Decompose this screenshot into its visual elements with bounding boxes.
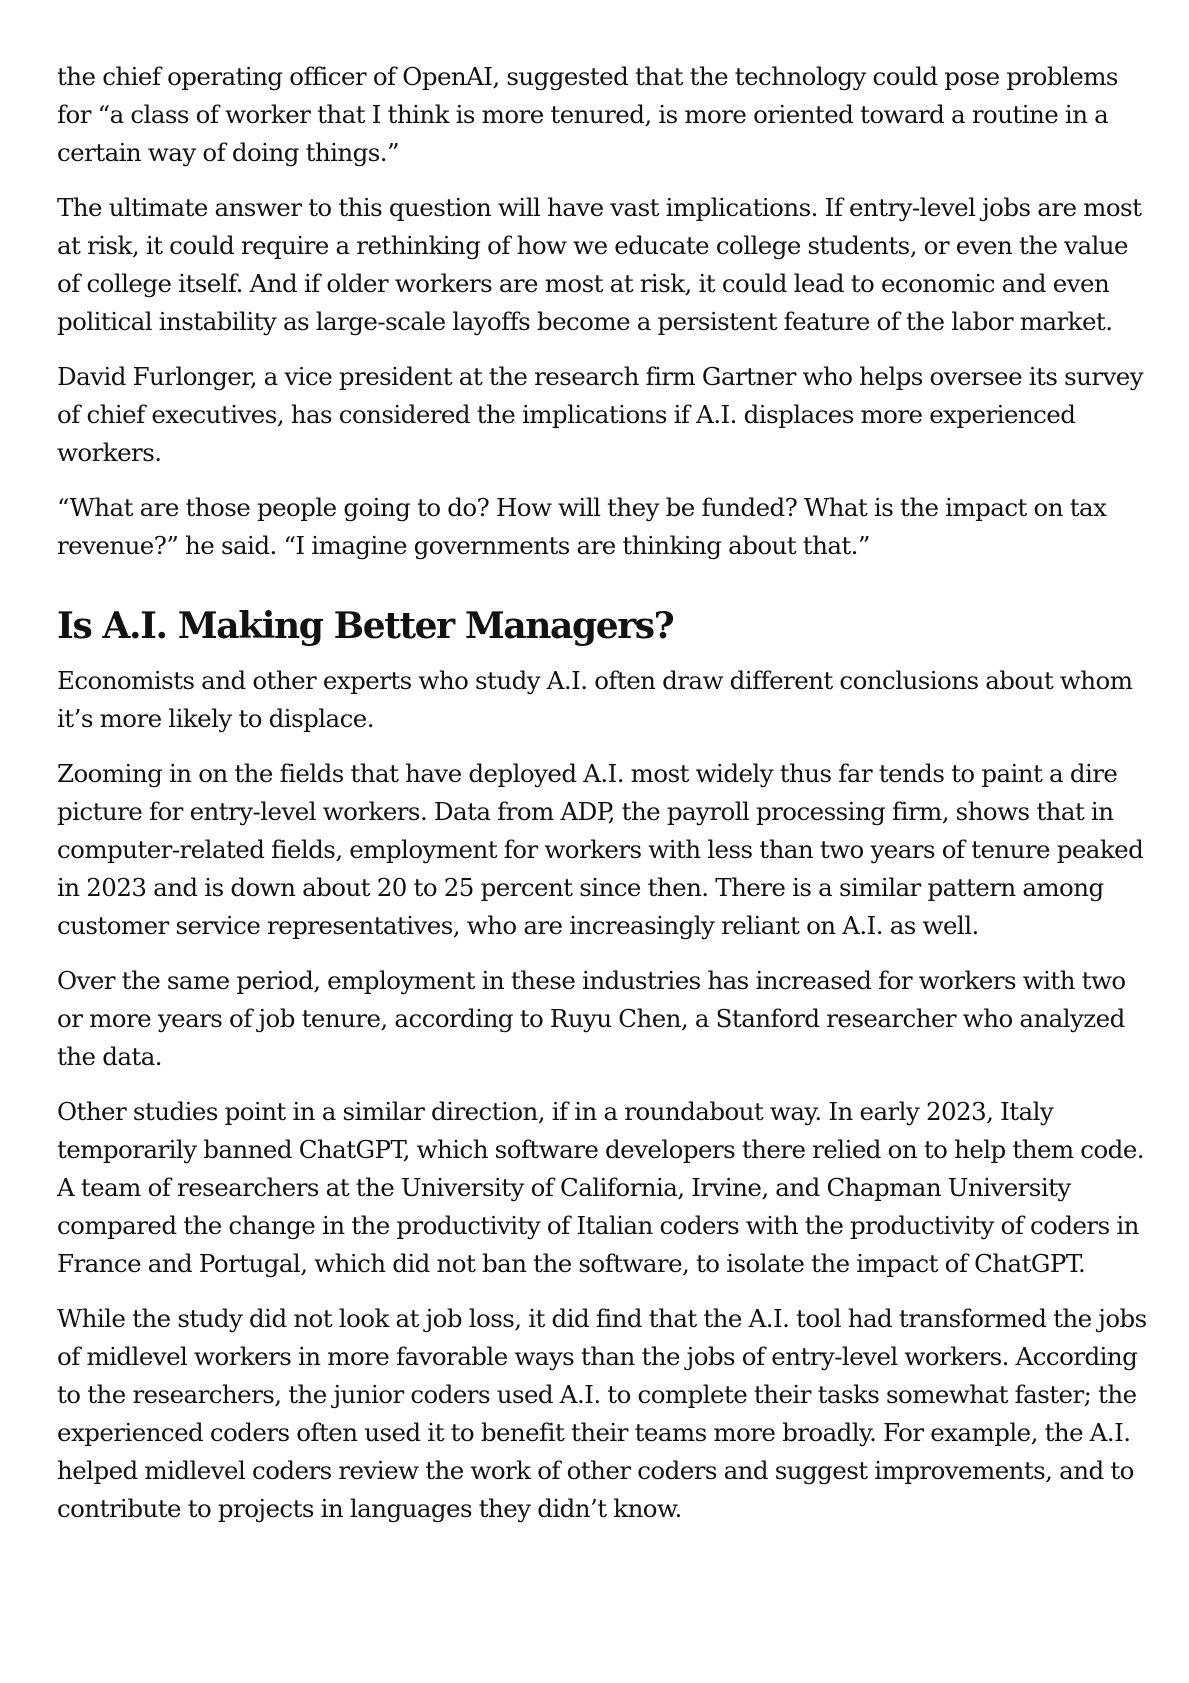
article-body bbox=[57, 58, 1147, 1545]
paragraph-economists: Economists and other experts who study A.I. often draw different conclusions about whom it’s more likely to displace. bbox=[57, 666, 1133, 733]
paragraph-david-furlonger: David Furlonger, a vice president at the research firm Gartner who helps oversee its survey of chief executives, has considered the implications if A.I. displaces more experienced workers. bbox=[57, 362, 1144, 467]
paragraph-vast-implications: The ultimate answer to this question will have vast implications. If entry-level jobs are most at risk, it could require a rethinking of how we educate college students, or even the value of college itself. And if older workers are most at risk, it could lead to economic and even political instability as large-scale layoffs become a persistent feature of the labor market. bbox=[57, 193, 1142, 336]
paragraph-study-findings: While the study did not look at job loss, it did find that the A.I. tool had transformed the jobs of midlevel workers in more favorable ways than the jobs of entry-level workers. According to the researchers, the junior coders used A.I. to complete their tasks somewhat faster; the experienced coders often used it to benefit their teams more broadly. For example, the A.I. helped midlevel coders review the work of other coders and suggest improvements, and to contribute to projects in languages they didn’t know. bbox=[57, 1304, 1147, 1523]
paragraph-furlonger-quote: “What are those people going to do? How will they be funded? What is the impact on tax revenue?” he said. “I imagine governments are thinking about that.” bbox=[57, 493, 1107, 560]
paragraph-italy-chatgpt-ban: Other studies point in a similar direction, if in a roundabout way. In early 2023, Italy temporarily banned ChatGPT, which software developers there relied on to help them code. A team of researchers at the University of California, Irvine, and Chapman University compared the change in the productivity of Italian coders with the productivity of coders in France and Portugal, which did not ban the software, to isolate the impact of ChatGPT. bbox=[57, 1097, 1145, 1278]
paragraph-openai-coo-quote: the chief operating officer of OpenAI, suggested that the technology could pose problems for “a class of worker that I think is more tenured, is more oriented toward a routine in a certain way of doing things.” bbox=[57, 62, 1118, 167]
paragraph-adp-data: Zooming in on the fields that have deployed A.I. most widely thus far tends to paint a dire picture for entry-level workers. Data from ADP, the payroll processing firm, shows that in computer-related fields, employment for workers with less than two years of tenure peaked in 2023 and is down about 20 to 25 percent since then. There is a similar pattern among customer service representatives, who are increasingly reliant on A.I. as well. bbox=[57, 759, 1144, 940]
paragraph-ruyu-chen: Over the same period, employment in these industries has increased for workers with two or more years of job tenure, according to Ruyu Chen, a Stanford researcher who analyzed the data. bbox=[57, 966, 1126, 1071]
section-heading: Is A.I. Making Better Managers? bbox=[57, 605, 674, 647]
